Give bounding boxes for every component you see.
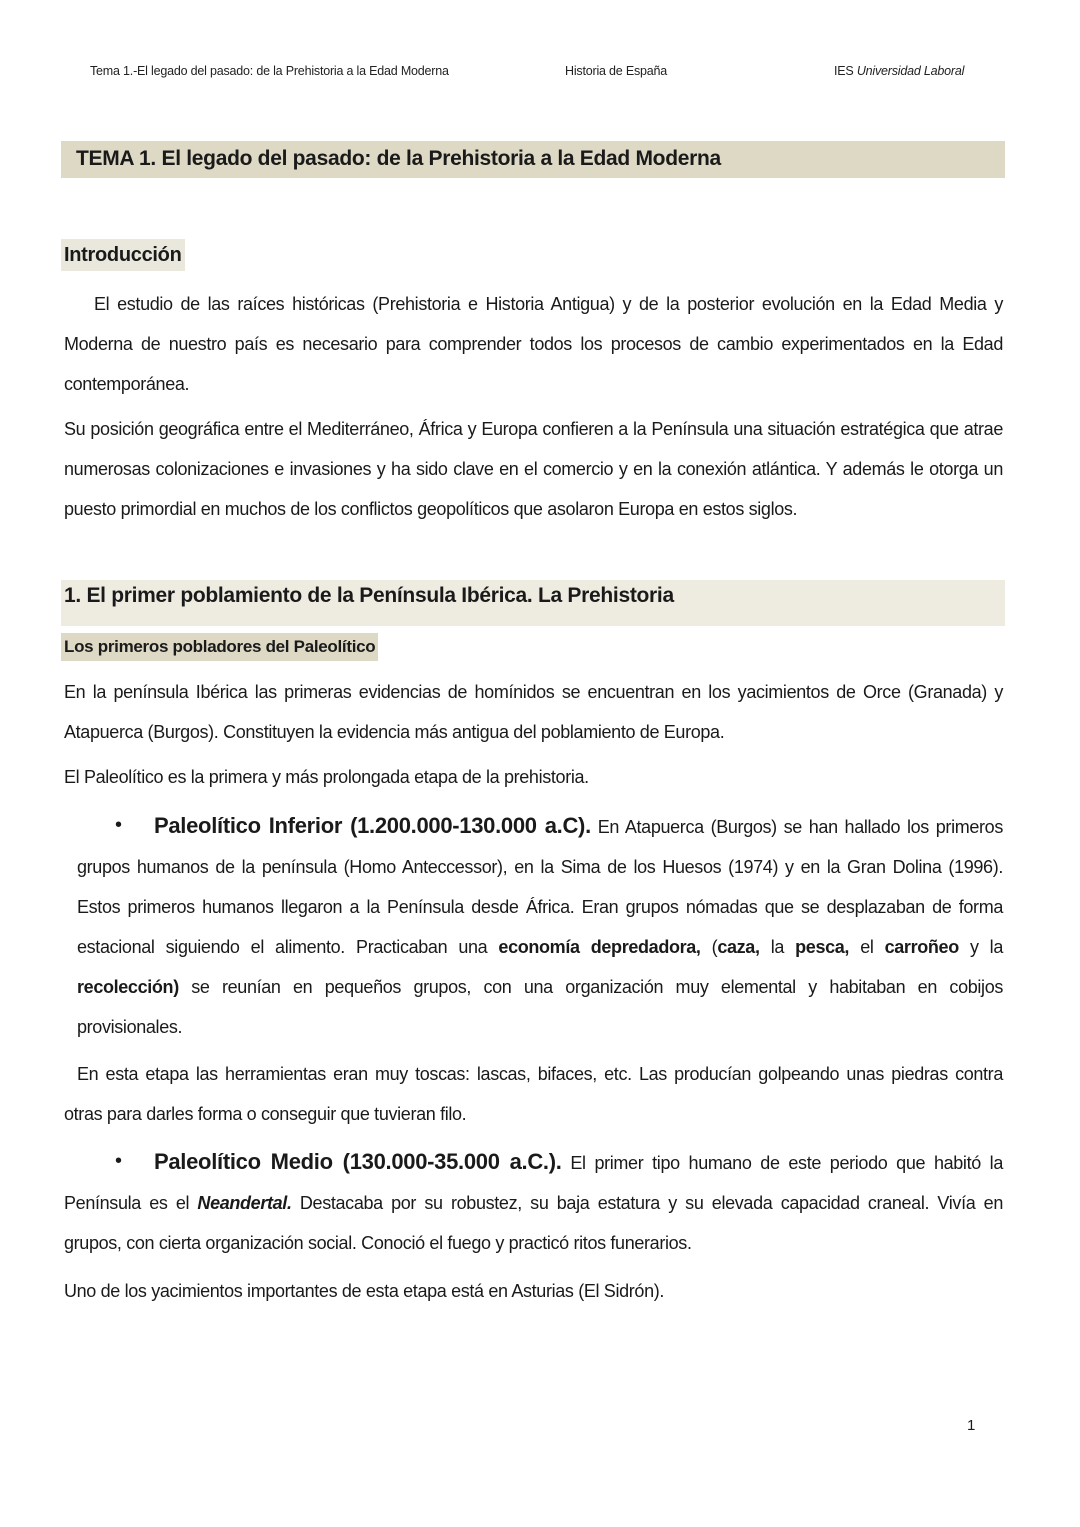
page-header <box>0 64 1080 84</box>
bold-run: pesca, <box>795 937 850 957</box>
intro-paragraph-1: El estudio de las raíces históricas (Prehistoria e Historia Antigua) y de la posterior evolución en la Edad Media y Moderna de nuestro país es necesario para comprender todos los procesos de cambio experimentados en la Edad contemporánea. <box>64 294 1003 394</box>
text-run: ( <box>700 937 718 957</box>
section-heading: 1. El primer poblamiento de la Península Ibérica. La Prehistoria <box>64 584 674 607</box>
tools-paragraph: En esta etapa las herramientas eran muy toscas: lascas, bifaces, etc. Las producían golpeando unas piedras contra otras para darles forma o conseguir que tuvieran filo. <box>64 1064 1003 1124</box>
bullet-icon: • <box>115 814 123 836</box>
text-run: la <box>759 937 796 957</box>
section-heading-bar <box>61 580 1005 626</box>
bullet-icon: • <box>115 1150 123 1172</box>
intro-heading-box <box>61 239 185 271</box>
text-run: En Atapuerca (Burgos) se han hallado los primeros grupos humanos de la península (Homo Anteccessor), en la Sima de los Huesos (1974) y en la Gran Dolina (1996). Estos primeros humanos llegaron a la Península desde África. Eran grupos nómadas que se desplazaban de forma estacional siguiendo el alimento. Practicaban una <box>77 817 1003 957</box>
document-title: TEMA 1. El legado del pasado: de la Prehistoria a la Edad Moderna <box>76 147 721 170</box>
bold-run: economía depredadora, <box>498 937 701 957</box>
text-run: Destacaba por su robustez, su baja estatura y su elevada capacidad craneal. Vivía en grupos, con cierta organización social. Conoció el fuego y practicó ritos funerarios. <box>64 1193 1003 1253</box>
bold-run: recolección) <box>77 977 179 997</box>
header-school-name: Universidad Laboral <box>856 64 965 78</box>
header-topic: Tema 1.-El legado del pasado: de la Prehistoria a la Edad Moderna <box>90 64 449 78</box>
header-school <box>834 64 964 78</box>
bold-run: caza, <box>717 937 760 957</box>
paleolithic-intro-paragraph: En la península Ibérica las primeras evidencias de homínidos se encuentran en los yacimientos de Orce (Granada) y Atapuerca (Burgos). Constituyen la evidencia más antigua del poblamiento de Europa. <box>64 682 1003 742</box>
text-run: y la <box>958 937 1003 957</box>
paleolitico-medio-title: Paleolítico Medio (130.000-35.000 a.C.). <box>154 1149 562 1174</box>
bold-run: carroñeo <box>884 937 959 957</box>
paleolitico-inferior-paragraph <box>77 806 1003 1047</box>
header-school-prefix: IES <box>834 64 857 78</box>
paleolitico-medio-paragraph <box>64 1142 1003 1263</box>
paleolithic-definition-paragraph: El Paleolítico es la primera y más prolongada etapa de la prehistoria. <box>64 767 589 787</box>
text-run: se reunían en pequeños grupos, con una organización muy elemental y habitaban en cobijos provisionales. <box>77 977 1003 1037</box>
text-run: El primer tipo humano de este periodo que habitó la Península es el <box>64 1153 1003 1213</box>
neandertal-term: Neandertal. <box>197 1193 292 1213</box>
sidron-paragraph: Uno de los yacimientos importantes de esta etapa está en Asturias (El Sidrón). <box>64 1281 665 1301</box>
paleolitico-inferior-title: Paleolítico Inferior (1.200.000-130.000 a.C). <box>154 813 591 838</box>
page-number: 1 <box>967 1417 976 1434</box>
header-subject: Historia de España <box>565 64 668 78</box>
title-bar <box>61 141 1005 178</box>
intro-heading: Introducción <box>64 244 182 266</box>
text-run: el <box>849 937 885 957</box>
intro-paragraph-2: Su posición geográfica entre el Mediterráneo, África y Europa confieren a la Península una situación estratégica que atrae numerosas colonizaciones e invasiones y ha sido clave en el comercio y en la conexión atlántica. Y además le otorga un puesto primordial en muchos de los conflictos geopolíticos que asolaron Europa en estos siglos. <box>64 419 1003 519</box>
subheading-box <box>61 633 378 661</box>
subheading: Los primeros pobladores del Paleolítico <box>64 637 376 656</box>
